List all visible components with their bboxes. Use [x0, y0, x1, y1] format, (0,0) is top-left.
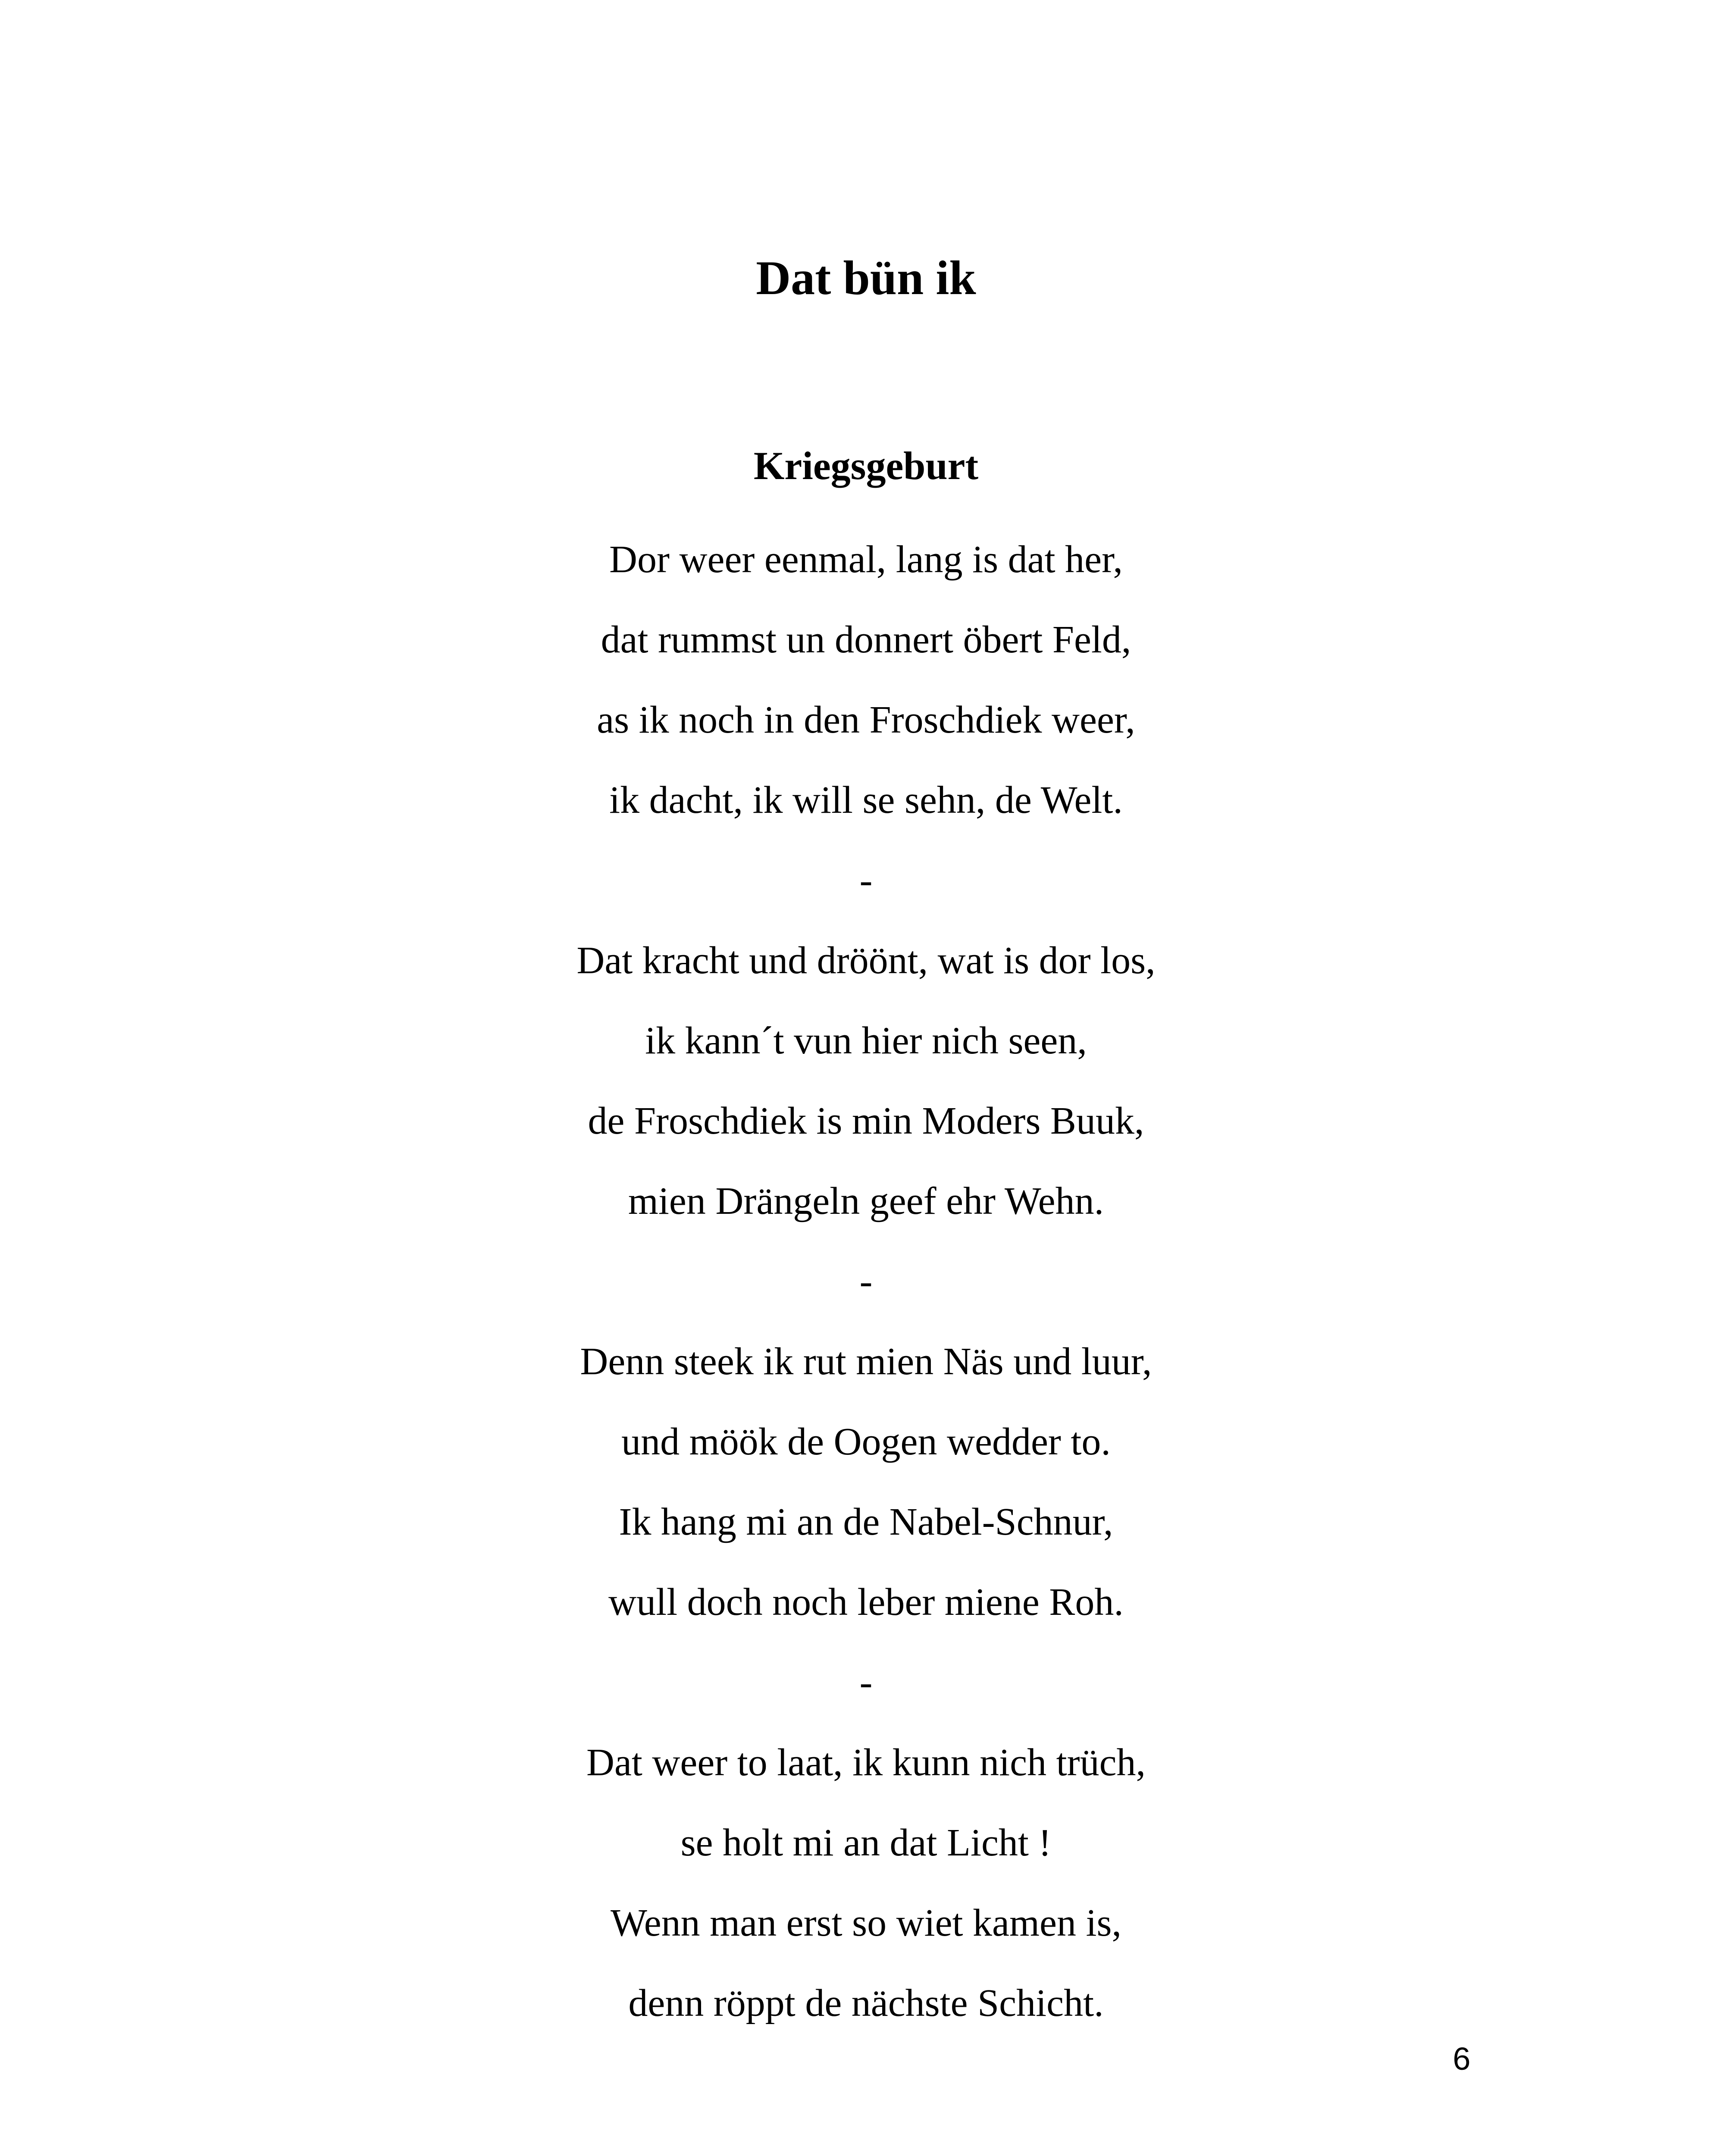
poem-line: ik kann´t vun hier nich seen,	[645, 1019, 1087, 1062]
poem-line: Dat kracht und dröönt, wat is dor los,	[576, 939, 1156, 982]
stanza-separator: -	[859, 1260, 873, 1303]
poem-line: denn röppt de nächste Schicht.	[628, 1982, 1104, 2024]
stanza-separator: -	[859, 859, 873, 902]
poem-line: de Froschdiek is min Moders Buuk,	[588, 1100, 1144, 1142]
poem-line: Ik hang mi an de Nabel-Schnur,	[619, 1501, 1113, 1543]
poem-line: Denn steek ik rut mien Näs und luur,	[580, 1340, 1152, 1383]
page-title: Dat bün ik	[756, 251, 976, 305]
poem-line: mien Drängeln geef ehr Wehn.	[628, 1180, 1104, 1222]
poem-line: Dat weer to laat, ik kunn nich trüch,	[586, 1741, 1146, 1784]
poem-line: dat rummst un donnert öbert Feld,	[601, 618, 1131, 661]
poem-line: as ik noch in den Froschdiek weer,	[597, 699, 1135, 741]
poem-line: wull doch noch leber miene Roh.	[608, 1581, 1124, 1623]
poem-line: se holt mi an dat Licht !	[680, 1821, 1052, 1864]
poem-title: Kriegsgeburt	[753, 444, 979, 488]
poem-line: und möök de Oogen wedder to.	[621, 1420, 1111, 1463]
stanza-separator: -	[859, 1661, 873, 1704]
poem-line: Wenn man erst so wiet kamen is,	[611, 1902, 1121, 1944]
poem-line: ik dacht, ik will se sehn, de Welt.	[609, 779, 1123, 821]
poem	[0, 442, 1732, 2043]
page-number: 6	[1453, 2041, 1471, 2077]
poem-line: Dor weer eenmal, lang is dat her,	[609, 538, 1123, 581]
